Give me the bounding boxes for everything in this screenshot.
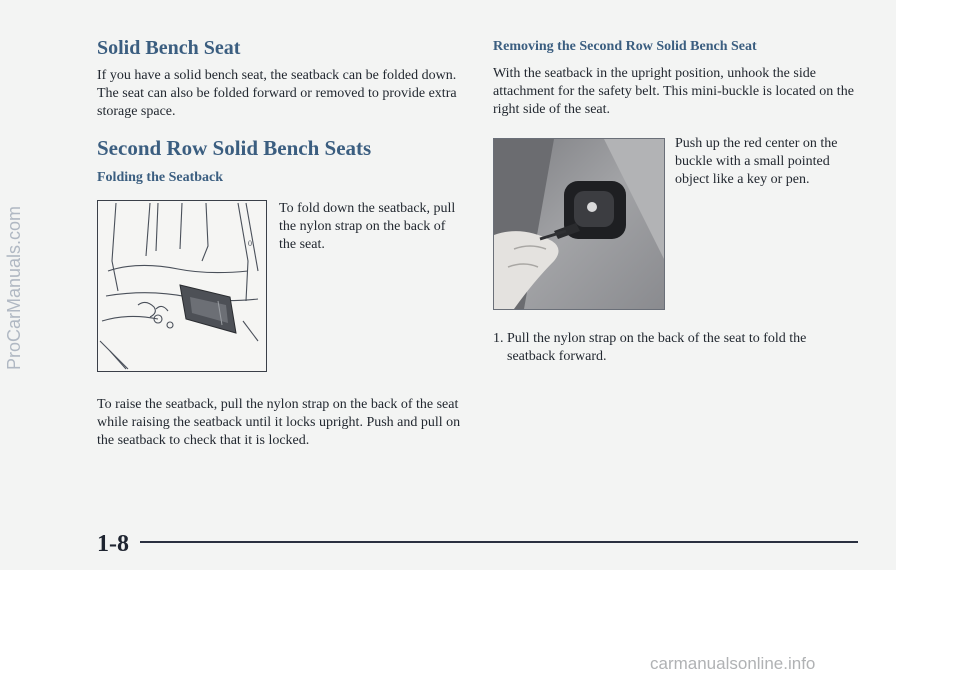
bottom-watermark: carmanualsonline.info: [650, 654, 816, 673]
svg-text:0: 0: [248, 239, 252, 248]
buckle-caption: Push up the red center on the buckle with a small pointed object like a key or pen.: [675, 136, 838, 187]
solid-bench-seat-heading: Solid Bench Seat: [97, 37, 241, 59]
footer-rule: [140, 541, 858, 543]
step-number: 1.: [493, 331, 504, 346]
raise-seatback-text: To raise the seatback, pull the nylon strap on the back of the seat while raising the seatback until it locks upright. Push and pull on the seatback to check that it is locked.: [97, 397, 461, 448]
step-one: [493, 330, 853, 366]
folding-seatback-subheading: Folding the Seatback: [97, 170, 224, 185]
seat-strap-illustration: [97, 200, 267, 372]
seat-illustration-drawing: [98, 201, 265, 370]
nylon-strap-shape: [180, 285, 236, 333]
mini-buckle-photo: [493, 138, 665, 310]
buckle-photo-drawing: [494, 139, 664, 309]
page-number: 1-8: [97, 531, 129, 557]
right-column: [493, 36, 863, 364]
fold-seatback-caption: To fold down the seatback, pull the nylon strap on the back of the seat.: [279, 201, 456, 252]
solid-bench-intro: If you have a solid bench seat, the seatback can be folded down. The seat can also be folded forward or removed to provide extra storage space.: [97, 68, 457, 119]
left-column: [97, 36, 469, 448]
removing-seat-intro: With the seatback in the upright position, unhook the side attachment for the safety belt. This mini-buckle is located on the right side of the seat.: [493, 66, 854, 117]
removing-seat-subheading: Removing the Second Row Solid Bench Seat: [493, 39, 757, 54]
side-watermark: ProCarManuals.com: [4, 205, 24, 370]
second-row-heading: Second Row Solid Bench Seats: [97, 136, 372, 160]
step-text: Pull the nylon strap on the back of the seat to fold the seatback forward.: [507, 331, 807, 364]
